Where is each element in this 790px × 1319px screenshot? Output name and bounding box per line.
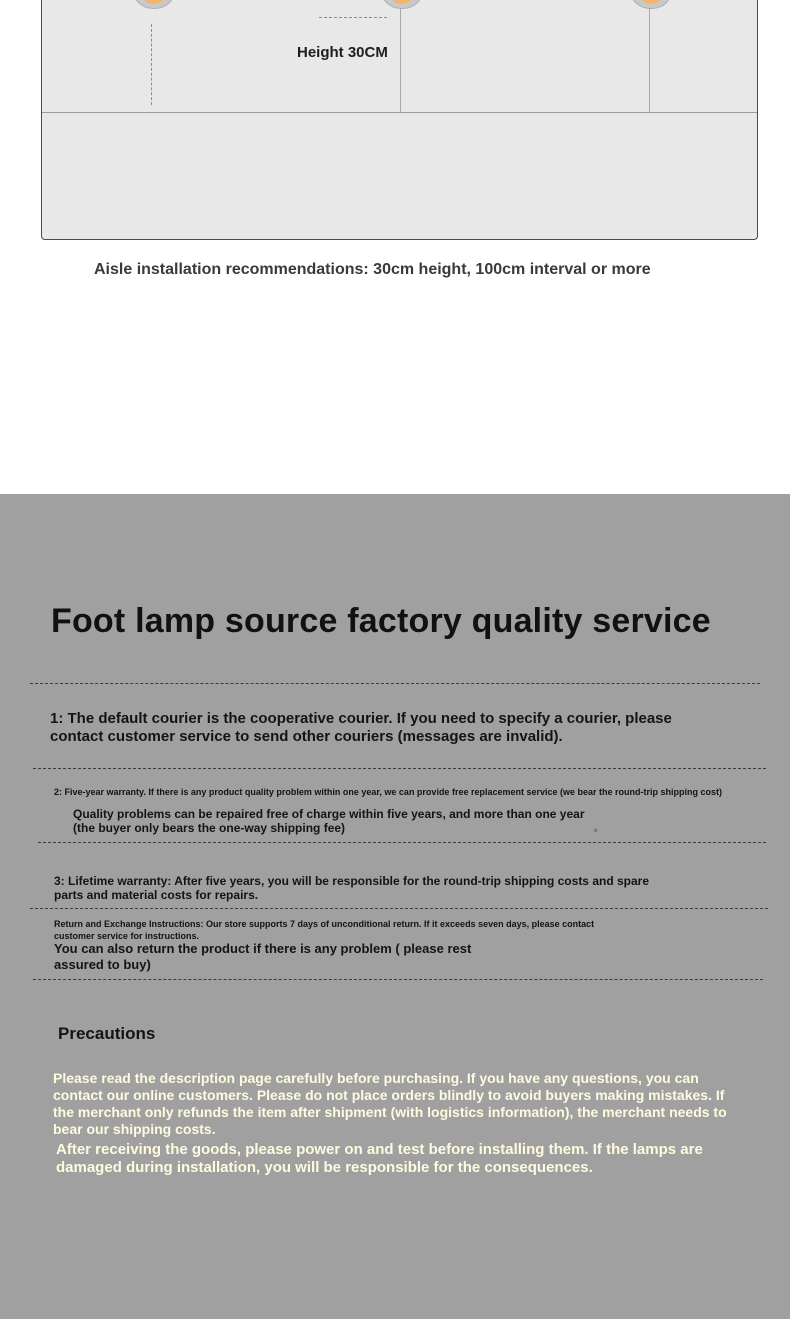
- floor-line: [42, 112, 757, 113]
- punctuation-mark: 。: [594, 823, 604, 834]
- service-item-return: You can also return the product if there is any problem ( please rest assured to buy): [54, 941, 472, 972]
- precaution-note-purchase: Please read the description page carefully before purchasing. If you have any questions, you can contact our online customers. Please do not place orders blindly to avoid buyers making mistakes. If the merchant only refunds the item after shipment (with logistics information), the merchant needs to bear our shipping costs.: [53, 1070, 727, 1137]
- service-item-courier: 1: The default courier is the cooperative courier. If you need to specify a courier, please contact customer service to send other couriers (messages are invalid).: [50, 710, 672, 745]
- service-item-lifetime-warranty: 3: Lifetime warranty: After five years, you will be responsible for the round-trip shipping costs and spare parts and material costs for repairs.: [54, 874, 650, 902]
- wall-lamp-icon: [380, 0, 424, 9]
- service-title: Foot lamp source factory quality service: [51, 602, 711, 640]
- service-item-return-note: Return and Exchange Instructions: Our store supports 7 days of unconditional return. If it exceeds seven days, please contact customer service for instructions.: [54, 919, 595, 941]
- divider: [30, 683, 760, 684]
- precaution-note-testing: After receiving the goods, please power on and test before installing them. If the lamps are damaged during installation, you will be responsible for the consequences.: [56, 1141, 703, 1176]
- divider: [33, 768, 766, 769]
- height-marker-line: [319, 17, 387, 18]
- service-item-warranty-note: 2: Five-year warranty. If there is any product quality problem within one year, we can provide free replacement service (we bear the round-trip shipping cost): [54, 787, 723, 797]
- service-item-warranty: Quality problems can be repaired free of charge within five years, and more than one year (the buyer only bears the one-way shipping fee): [73, 807, 585, 835]
- installation-diagram: [41, 0, 758, 240]
- lamp-mount-line: [649, 8, 650, 112]
- divider: [38, 842, 766, 843]
- service-section: [0, 494, 790, 1319]
- divider: [33, 979, 763, 980]
- lamp-mount-line: [400, 8, 401, 112]
- divider: [30, 908, 768, 909]
- height-label: Height 30CM: [297, 44, 388, 61]
- height-guide-line: [151, 24, 152, 105]
- installation-caption: Aisle installation recommendations: 30cm height, 100cm interval or more: [94, 261, 651, 278]
- wall-lamp-icon: [132, 0, 176, 9]
- precautions-title: Precautions: [58, 1024, 156, 1043]
- wall-lamp-icon: [629, 0, 673, 9]
